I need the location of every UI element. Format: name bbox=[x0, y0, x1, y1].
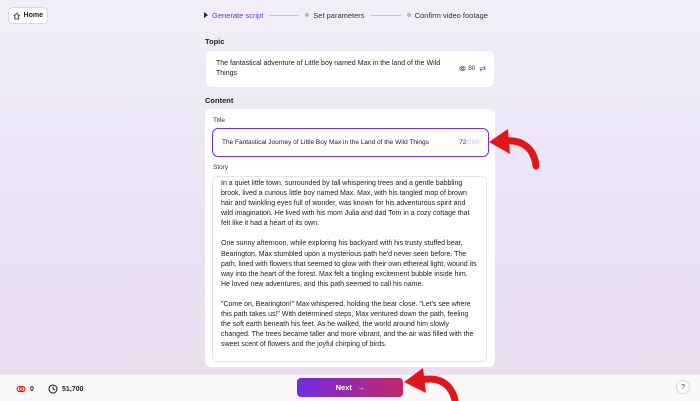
step-set-parameters[interactable] bbox=[305, 11, 364, 20]
link-icon bbox=[16, 384, 26, 394]
title-char-max: /200 bbox=[466, 139, 479, 146]
help-button[interactable] bbox=[676, 380, 690, 394]
topic-heading: Topic bbox=[205, 37, 225, 46]
story-paragraph: In a quiet little town, surrounded by tall whispering trees and a gentle babbling brook, lived a curious little boy named Max. Max, with his tangled mop of brown hair and twinkling eyes full of wonder, was known for his adventurous spirit and wild imagination. He lived with his mom Julia and dad Tom in a cozy cottage that felt like it had a heart of its own. bbox=[221, 180, 470, 228]
home-icon bbox=[13, 12, 21, 20]
play-icon bbox=[204, 12, 208, 18]
step-label: Generate script bbox=[212, 10, 264, 20]
annotation-arrow-icon bbox=[401, 362, 461, 401]
shuffle-icon[interactable]: ⇄ bbox=[479, 64, 486, 73]
title-char-count: 72 bbox=[459, 139, 467, 146]
link-icon bbox=[459, 65, 466, 72]
topic-value: The fantastical adventure of Little boy named Max in the land of the Wild Things bbox=[216, 60, 441, 77]
step-connector bbox=[269, 15, 299, 16]
step-label: Confirm video footage bbox=[414, 10, 488, 20]
topic-credit-count: 80 bbox=[468, 65, 476, 72]
home-button[interactable] bbox=[8, 7, 48, 24]
links-stat bbox=[16, 384, 34, 394]
story-label: Story bbox=[213, 164, 229, 171]
title-value: The Fantastical Journey of Little Boy Max in the Land of the Wild Things bbox=[222, 139, 429, 146]
credits-balance: 51,700 bbox=[62, 385, 84, 393]
clock-icon bbox=[48, 384, 58, 394]
arrow-right-icon: → bbox=[356, 383, 365, 392]
step-connector bbox=[371, 15, 401, 16]
annotation-arrow-icon bbox=[486, 120, 542, 170]
step-generate-script[interactable] bbox=[204, 11, 263, 20]
content-heading: Content bbox=[205, 96, 234, 105]
story-paragraph: "Come on, Bearington!" Max whispered, holding the bear close. "Let's see where this path takes us!" With determined steps, Max ventured down the path, feeling the soft earth beneath his feet. As he walked, the world around him slowly changed. The trees became taller and more vibrant, and the air was filled with the sweet scent of flowers and the joyful chirping of birds. bbox=[221, 300, 474, 349]
credits-stat bbox=[48, 384, 83, 394]
story-paragraph: One sunny afternoon, while exploring his backyard with his trusty stuffed bear, Bearington, Max stumbled upon a mysterious path he'd never seen before. The path, lined with flowers that seemed to glow with their own ethereal light, wound its way into the heart of the forest. Max felt a tingling excitement bubble inside him. He loved new adventures, and this path seemed to call his name. bbox=[221, 240, 477, 288]
topic-input[interactable] bbox=[205, 50, 495, 88]
step-dot-icon bbox=[305, 13, 309, 17]
progress-stepper bbox=[204, 8, 488, 22]
next-button[interactable] bbox=[297, 378, 403, 397]
title-input[interactable] bbox=[212, 128, 489, 157]
help-label: ? bbox=[681, 383, 685, 391]
home-label: Home bbox=[23, 12, 43, 19]
step-confirm-video-footage[interactable] bbox=[407, 11, 488, 20]
title-label: Title bbox=[213, 117, 226, 124]
next-label: Next bbox=[335, 383, 352, 392]
step-dot-icon bbox=[407, 13, 411, 17]
topic-credit-badge bbox=[459, 64, 486, 73]
story-textarea[interactable] bbox=[212, 176, 487, 362]
step-label: Set parameters bbox=[313, 10, 365, 20]
links-count: 0 bbox=[30, 385, 34, 393]
